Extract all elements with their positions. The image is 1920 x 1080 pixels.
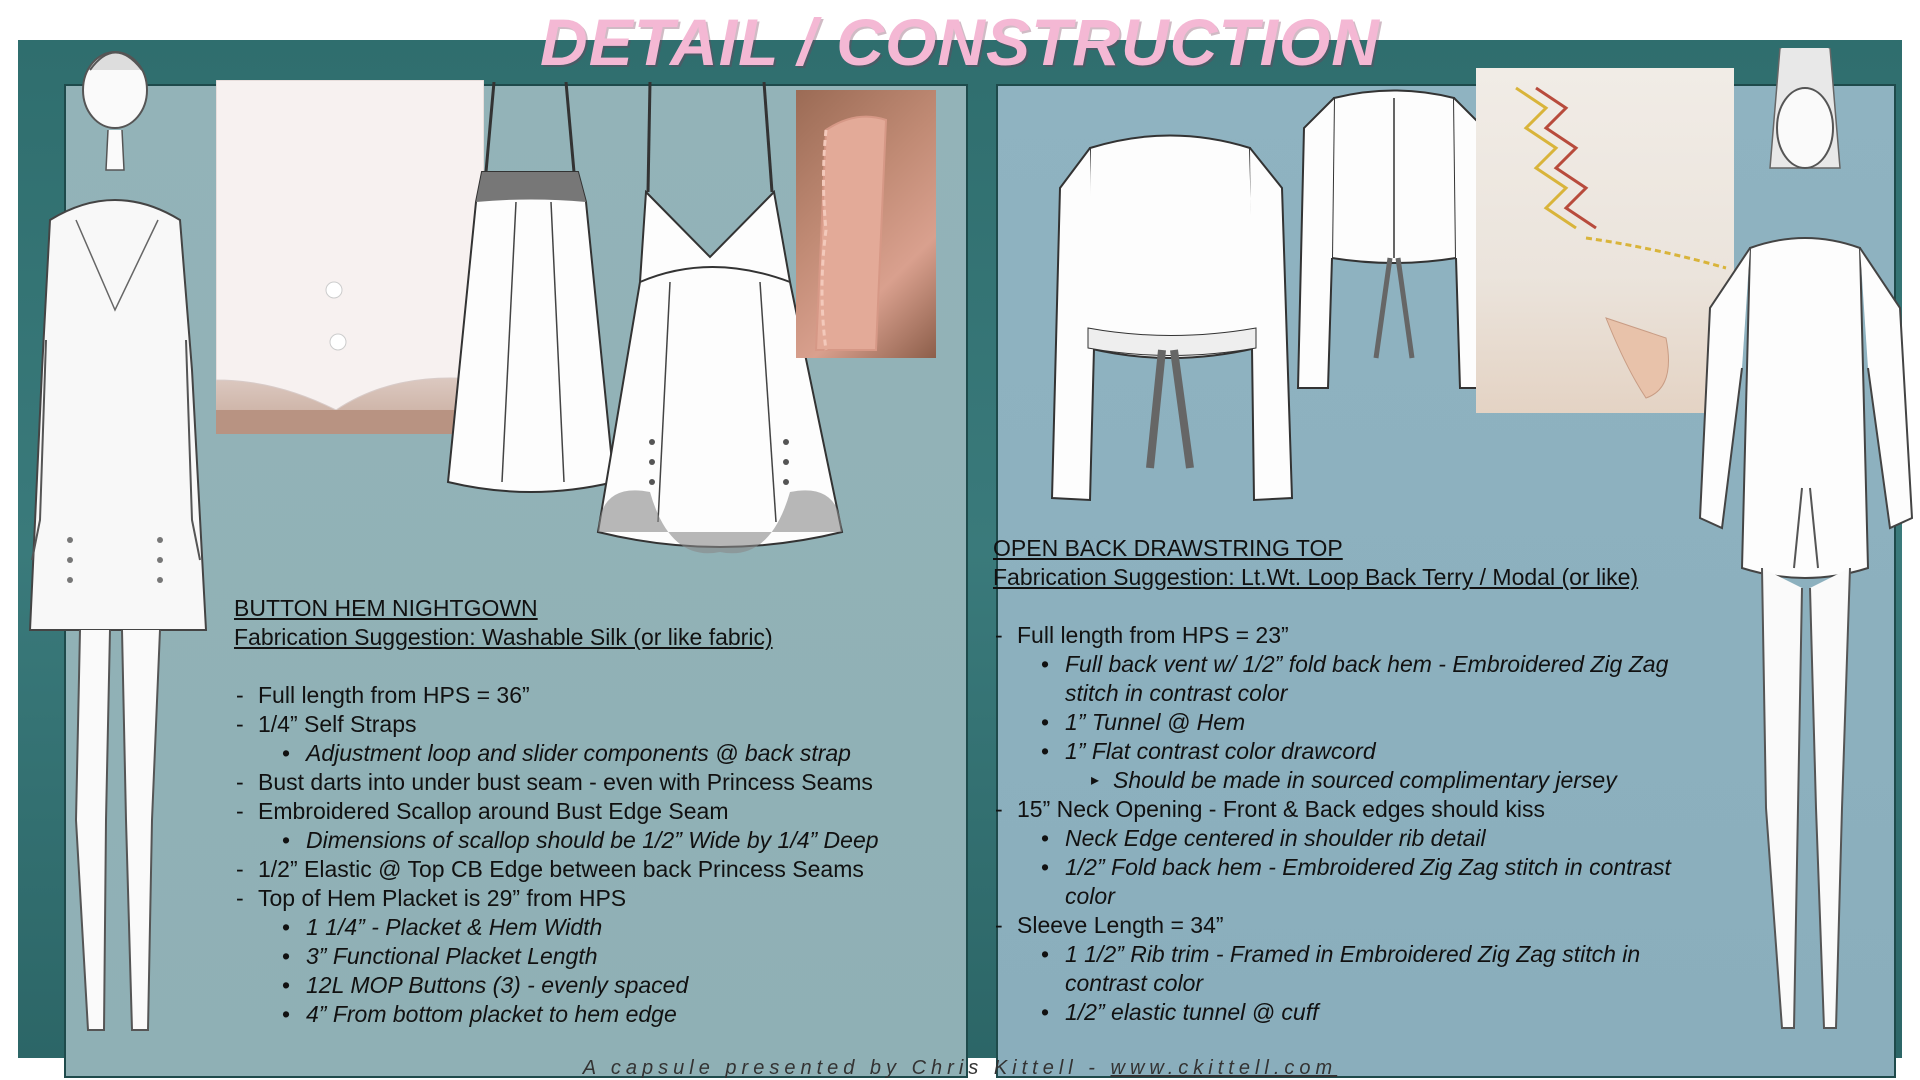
- left-spec-item: • 12L MOP Buttons (3) - evenly spaced: [234, 971, 934, 1000]
- right-spec-item: • 1 1/2” Rib trim - Framed in Embroidered Zig Zag stitch in contrast color: [993, 940, 1713, 998]
- footer-text: A capsule presented by Chris Kittell -: [582, 1057, 1111, 1079]
- right-spec-item: • 1” Flat contrast color drawcord: [993, 737, 1713, 766]
- top-spec-block: [993, 534, 1713, 1027]
- nightgown-spec-block: [234, 594, 934, 1029]
- left-spec-item: • 4” From bottom placket to hem edge: [234, 1000, 934, 1029]
- left-spec-item: - Bust darts into under bust seam - even with Princess Seams: [234, 768, 934, 797]
- right-spec-item: • 1/2” Fold back hem - Embroidered Zig Zag stitch in contrast color: [993, 853, 1713, 911]
- right-spec-item: - Full length from HPS = 23”: [993, 621, 1713, 650]
- right-spec-item: ▸ Should be made in sourced complimentary jersey: [993, 766, 1713, 795]
- right-spec-item: - Sleeve Length = 34”: [993, 911, 1713, 940]
- right-spec-item: • Full back vent w/ 1/2” fold back hem - Embroidered Zig Zag stitch in contrast color: [993, 650, 1713, 708]
- nightgown-spec-list: [234, 681, 934, 1029]
- left-spec-item: • 1 1/4” - Placket & Hem Width: [234, 913, 934, 942]
- left-croquis-figure: [10, 40, 210, 1040]
- scallop-detail-photo: [796, 90, 936, 358]
- drawstring-top-front-flat: [1050, 128, 1295, 518]
- left-spec-item: - 1/4” Self Straps: [234, 710, 934, 739]
- left-spec-item: • Dimensions of scallop should be 1/2” Wide by 1/4” Deep: [234, 826, 934, 855]
- left-spec-item: - Top of Hem Placket is 29” from HPS: [234, 884, 934, 913]
- right-spec-item: • Neck Edge centered in shoulder rib detail: [993, 824, 1713, 853]
- page-title: DETAIL / CONSTRUCTION: [540, 5, 1380, 79]
- top-heading: OPEN BACK DRAWSTRING TOP: [993, 535, 1343, 561]
- right-spec-item: - 15” Neck Opening - Front & Back edges should kiss: [993, 795, 1713, 824]
- left-spec-item: - 1/2” Elastic @ Top CB Edge between back Princess Seams: [234, 855, 934, 884]
- button-hem-photo: [216, 80, 484, 434]
- drawstring-top-back-flat: [1294, 88, 1494, 398]
- nightgown-fabrication: Fabrication Suggestion: Washable Silk (or like fabric): [234, 624, 773, 650]
- footer-credit: [0, 1057, 1920, 1080]
- top-spec-list: [993, 621, 1713, 1027]
- left-spec-item: - Embroidered Scallop around Bust Edge Seam: [234, 797, 934, 826]
- right-croquis-figure: [1690, 48, 1920, 1040]
- right-spec-item: • 1/2” elastic tunnel @ cuff: [993, 998, 1713, 1027]
- right-spec-item: • 1” Tunnel @ Hem: [993, 708, 1713, 737]
- nightgown-heading: BUTTON HEM NIGHTGOWN: [234, 595, 538, 621]
- left-spec-item: • 3” Functional Placket Length: [234, 942, 934, 971]
- left-spec-item: • Adjustment loop and slider components @ back strap: [234, 739, 934, 768]
- left-spec-item: - Full length from HPS = 36”: [234, 681, 934, 710]
- footer-website-link[interactable]: www.ckittell.com: [1110, 1057, 1338, 1079]
- top-fabrication: Fabrication Suggestion: Lt.Wt. Loop Back Terry / Modal (or like): [993, 564, 1639, 590]
